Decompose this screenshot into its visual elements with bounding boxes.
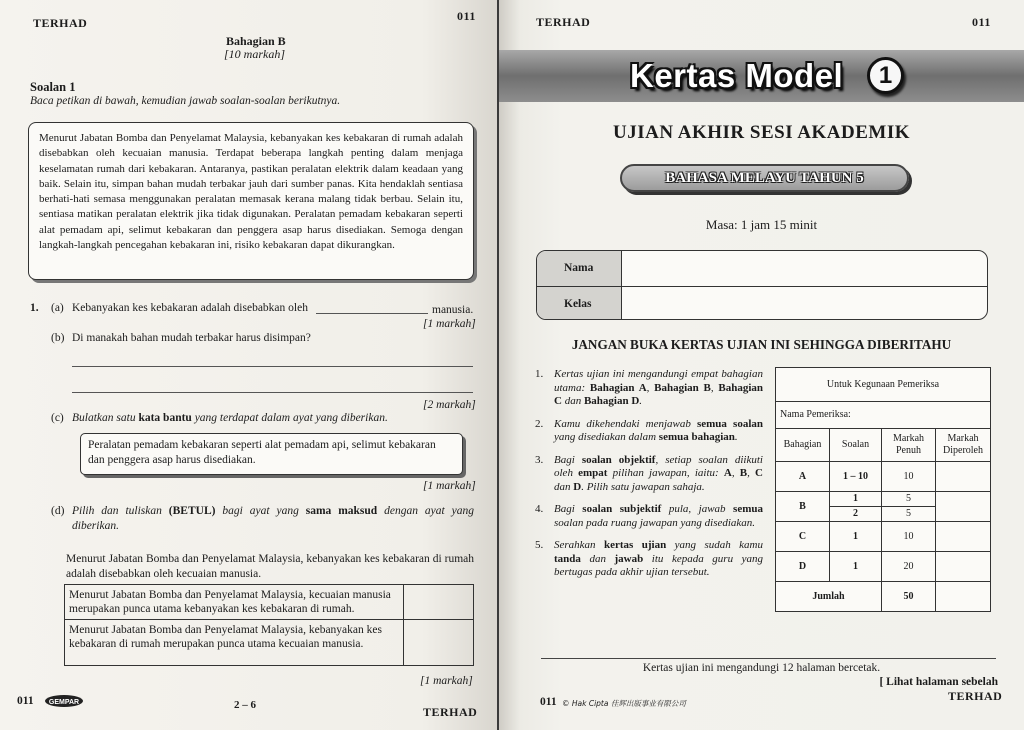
publisher-logo-icon (44, 694, 84, 708)
examiner-table (775, 367, 991, 612)
right-page (499, 0, 1024, 730)
row-b-bahagian: B (776, 492, 830, 522)
qc-text (72, 411, 388, 426)
table-row (776, 522, 991, 552)
instruction-text: Bagi soalan subjektif pula, jawab semua soalan pada ruang jawapan yang disediakan. (554, 503, 763, 529)
banner-title: Kertas Model (630, 57, 844, 94)
subject-label: BAHASA MELAYU TAHUN 5 (665, 170, 864, 186)
row-d-bahagian: D (776, 552, 830, 582)
subject-pill (620, 164, 909, 192)
passage-text: Menurut Jabatan Bomba dan Penyelamat Malaysia, kebanyakan kes kebakaran di rumah adalah disebabkan oleh kecuaian manusia. Terdapat beberapa langkah penting dalam menjaga keselamatan rumah dari kebakaran. Antaranya, pastikan peralatan elektrik dalam keadaan yang baik. Selain itu, simpan bahan mudah terbakar jauh dari sumber panas. Kita hendaklah sentiasa berhati-hati semasa menggunakan peralatan memasak kerana malang tidak berbau. Selain itu, sentiasa matikan peralatan elektrik jika tidak digunakan. Peralatan pemadam kebakaran seperti alat pemadam api, selimut kebakaran dan penggera asap harus disediakan. Semoga dengan langkah-langkah pencegahan kebakaran ini, risiko kebakaran dapat dikurangkan. (39, 132, 463, 252)
instruction-number: 3. (535, 453, 544, 466)
row-d-diperoleh[interactable] (936, 552, 991, 582)
row-a-penuh: 10 (882, 462, 936, 492)
total-value: 50 (882, 582, 936, 612)
row-c-bahagian: C (776, 522, 830, 552)
qa-text: Kebanyakan kes kebakaran adalah disebabkan oleh (72, 302, 308, 314)
qd-given-sentence: Menurut Jabatan Bomba dan Penyelamat Malaysia, kebanyakan kes kebakaran di rumah adalah disebabkan oleh kecuaian manusia. (66, 553, 474, 580)
qa-label: (a) (51, 302, 64, 314)
qc-sentence: Peralatan pemadam kebakaran seperti alat pemadam api, selimut kebakaran dan penggera asap harus disediakan. (88, 439, 436, 466)
instruction-number: 1. (535, 368, 544, 380)
instruction-number: 5. (535, 539, 544, 551)
question-instruction: Baca petikan di bawah, kemudian jawab soalan-soalan berikutnya. (30, 95, 341, 107)
qa-marks: [1 markah] (423, 318, 476, 330)
row-b-diperoleh[interactable] (936, 492, 991, 522)
instruction-item (535, 503, 763, 530)
header-terhad-left: TERHAD (33, 16, 88, 30)
passage-box (28, 122, 474, 280)
instruction-item (535, 418, 763, 445)
name-class-box (536, 250, 988, 320)
qd-text-3: dengan ayat yang diberikan. (72, 505, 474, 532)
row-b2-soalan: 2 (830, 507, 882, 522)
row-d-penuh: 20 (882, 552, 936, 582)
qc-marks: [1 markah] (423, 480, 476, 492)
qb-answer-line-2[interactable] (72, 392, 473, 393)
qd-answer-cell-1[interactable] (404, 585, 474, 620)
section-title: Bahagian B (226, 34, 286, 48)
qd-label: (d) (51, 505, 65, 517)
exam-title: UJIAN AKHIR SESI AKADEMIK (612, 122, 911, 143)
question-title: Soalan 1 (30, 80, 76, 94)
qd-option-row (65, 585, 474, 620)
qa-answer-line[interactable] (316, 313, 428, 314)
qd-text-bold1: (BETUL) (168, 505, 216, 517)
instructions-list (535, 368, 763, 589)
col-markah-penuh: Markah Penuh (882, 429, 936, 462)
qb-label: (b) (51, 332, 65, 344)
qd-answer-cell-2[interactable] (404, 620, 474, 666)
qd-options-table (64, 584, 474, 666)
name-row[interactable] (537, 251, 987, 286)
examiner-name-label[interactable]: Nama Pemeriksa: (776, 402, 991, 429)
qc-text-bold: kata bantu (138, 412, 192, 424)
col-markah-diperoleh: Markah Diperoleh (936, 429, 991, 462)
page-code-right: 011 (972, 15, 991, 29)
instruction-text: Kamu dikehendaki menjawab semua soalan yang disediakan dalam semua bahagian. (554, 417, 763, 443)
col-soalan: Soalan (830, 429, 882, 462)
qd-text-2: bagi ayat yang (215, 505, 306, 517)
qd-text-1: Pilih dan tuliskan (72, 505, 169, 517)
banner-number: 1 (867, 57, 904, 94)
table-row (776, 492, 991, 507)
footer-terhad-right: TERHAD (948, 689, 1003, 703)
examiner-table-heading: Untuk Kegunaan Pemeriksa (776, 368, 991, 402)
exam-duration: Masa: 1 jam 15 minit (705, 217, 818, 232)
instruction-number: 4. (535, 503, 544, 515)
footer-code-left: 011 (17, 695, 34, 707)
qc-text-pre: Bulatkan satu (72, 412, 139, 424)
header-terhad-right: TERHAD (536, 15, 591, 29)
class-row[interactable] (537, 286, 987, 320)
left-page (0, 0, 497, 730)
qb-text: Di manakah bahan mudah terbakar harus disimpan? (72, 332, 311, 344)
name-label: Nama (537, 251, 622, 286)
instruction-number: 2. (535, 417, 544, 430)
row-c-penuh: 10 (882, 522, 936, 552)
qd-option-2: Menurut Jabatan Bomba dan Penyelamat Malaysia, kebanyakan kes kebakaran di rumah merupakan punca utama kecuaian manusia. (65, 620, 404, 666)
row-c-diperoleh[interactable] (936, 522, 991, 552)
row-b1-soalan: 1 (830, 492, 882, 507)
row-a-bahagian: A (776, 462, 830, 492)
section-marks: [10 markah] (224, 47, 286, 61)
row-d-soalan: 1 (830, 552, 882, 582)
class-label: Kelas (537, 287, 622, 320)
table-row (776, 552, 991, 582)
footer-page-range: 2 – 6 (234, 699, 256, 711)
publisher-logo (44, 694, 84, 713)
qc-text-post: yang terdapat dalam ayat yang diberikan. (191, 412, 388, 424)
instruction-text: Kertas ujian ini mengandungi empat bahagian utama: Bahagian A, Bahagian B, Bahagian C dan Bahagian D. (554, 368, 763, 407)
see-next-page: [ Lihat halaman sebelah (879, 676, 998, 688)
qd-text (72, 504, 474, 534)
instruction-item (535, 454, 763, 495)
footer-divider (541, 658, 996, 659)
footer-code-right: 011 (540, 696, 557, 708)
instruction-item (535, 368, 763, 409)
row-b2-penuh: 5 (882, 507, 936, 522)
table-row (776, 582, 991, 612)
table-row (776, 462, 991, 492)
row-b1-penuh: 5 (882, 492, 936, 507)
instruction-item (535, 539, 763, 580)
qd-option-row (65, 620, 474, 666)
page-code-left: 011 (457, 9, 476, 23)
instruction-text: Serahkan kertas ujian yang sudah kamu tanda dan jawab itu kepada guru yang bertugas pada akhir ujian tersebut. (554, 539, 763, 578)
qc-label: (c) (51, 412, 64, 424)
total-diperoleh[interactable] (936, 582, 991, 612)
qb-marks: [2 markah] (423, 399, 476, 411)
qb-answer-line-1[interactable] (72, 366, 473, 367)
total-label: Jumlah (776, 582, 882, 612)
row-a-soalan: 1 – 10 (830, 462, 882, 492)
instruction-text: Bagi soalan objektif, setiap soalan diikuti oleh empat pilihan jawapan, iaitu: A, B, C dan D. Pilih satu jawapan sahaja. (554, 453, 763, 493)
copyright-text: © Hak Cipta 佳辉出版事业有限公司 (562, 699, 686, 708)
row-a-diperoleh[interactable] (936, 462, 991, 492)
question-number: 1. (30, 302, 39, 314)
qd-option-1: Menurut Jabatan Bomba dan Penyelamat Malaysia, kecuaian manusia merupakan punca utama kebanyakan kes kebakaran di rumah. (65, 585, 404, 620)
page-count-note: Kertas ujian ini mengandungi 12 halaman bercetak. (642, 662, 881, 674)
row-c-soalan: 1 (830, 522, 882, 552)
qd-marks: [1 markah] (420, 675, 473, 687)
qa-suffix: manusia. (432, 304, 474, 316)
col-bahagian: Bahagian (776, 429, 830, 462)
warning-text: JANGAN BUKA KERTAS UJIAN INI SEHINGGA DIBERITAHU (571, 337, 952, 352)
qd-text-bold2: sama maksud (305, 505, 378, 517)
footer-terhad-left: TERHAD (423, 705, 478, 719)
qc-sentence-box[interactable] (80, 433, 463, 475)
publisher-logo-text: GEMPAR (48, 699, 80, 706)
